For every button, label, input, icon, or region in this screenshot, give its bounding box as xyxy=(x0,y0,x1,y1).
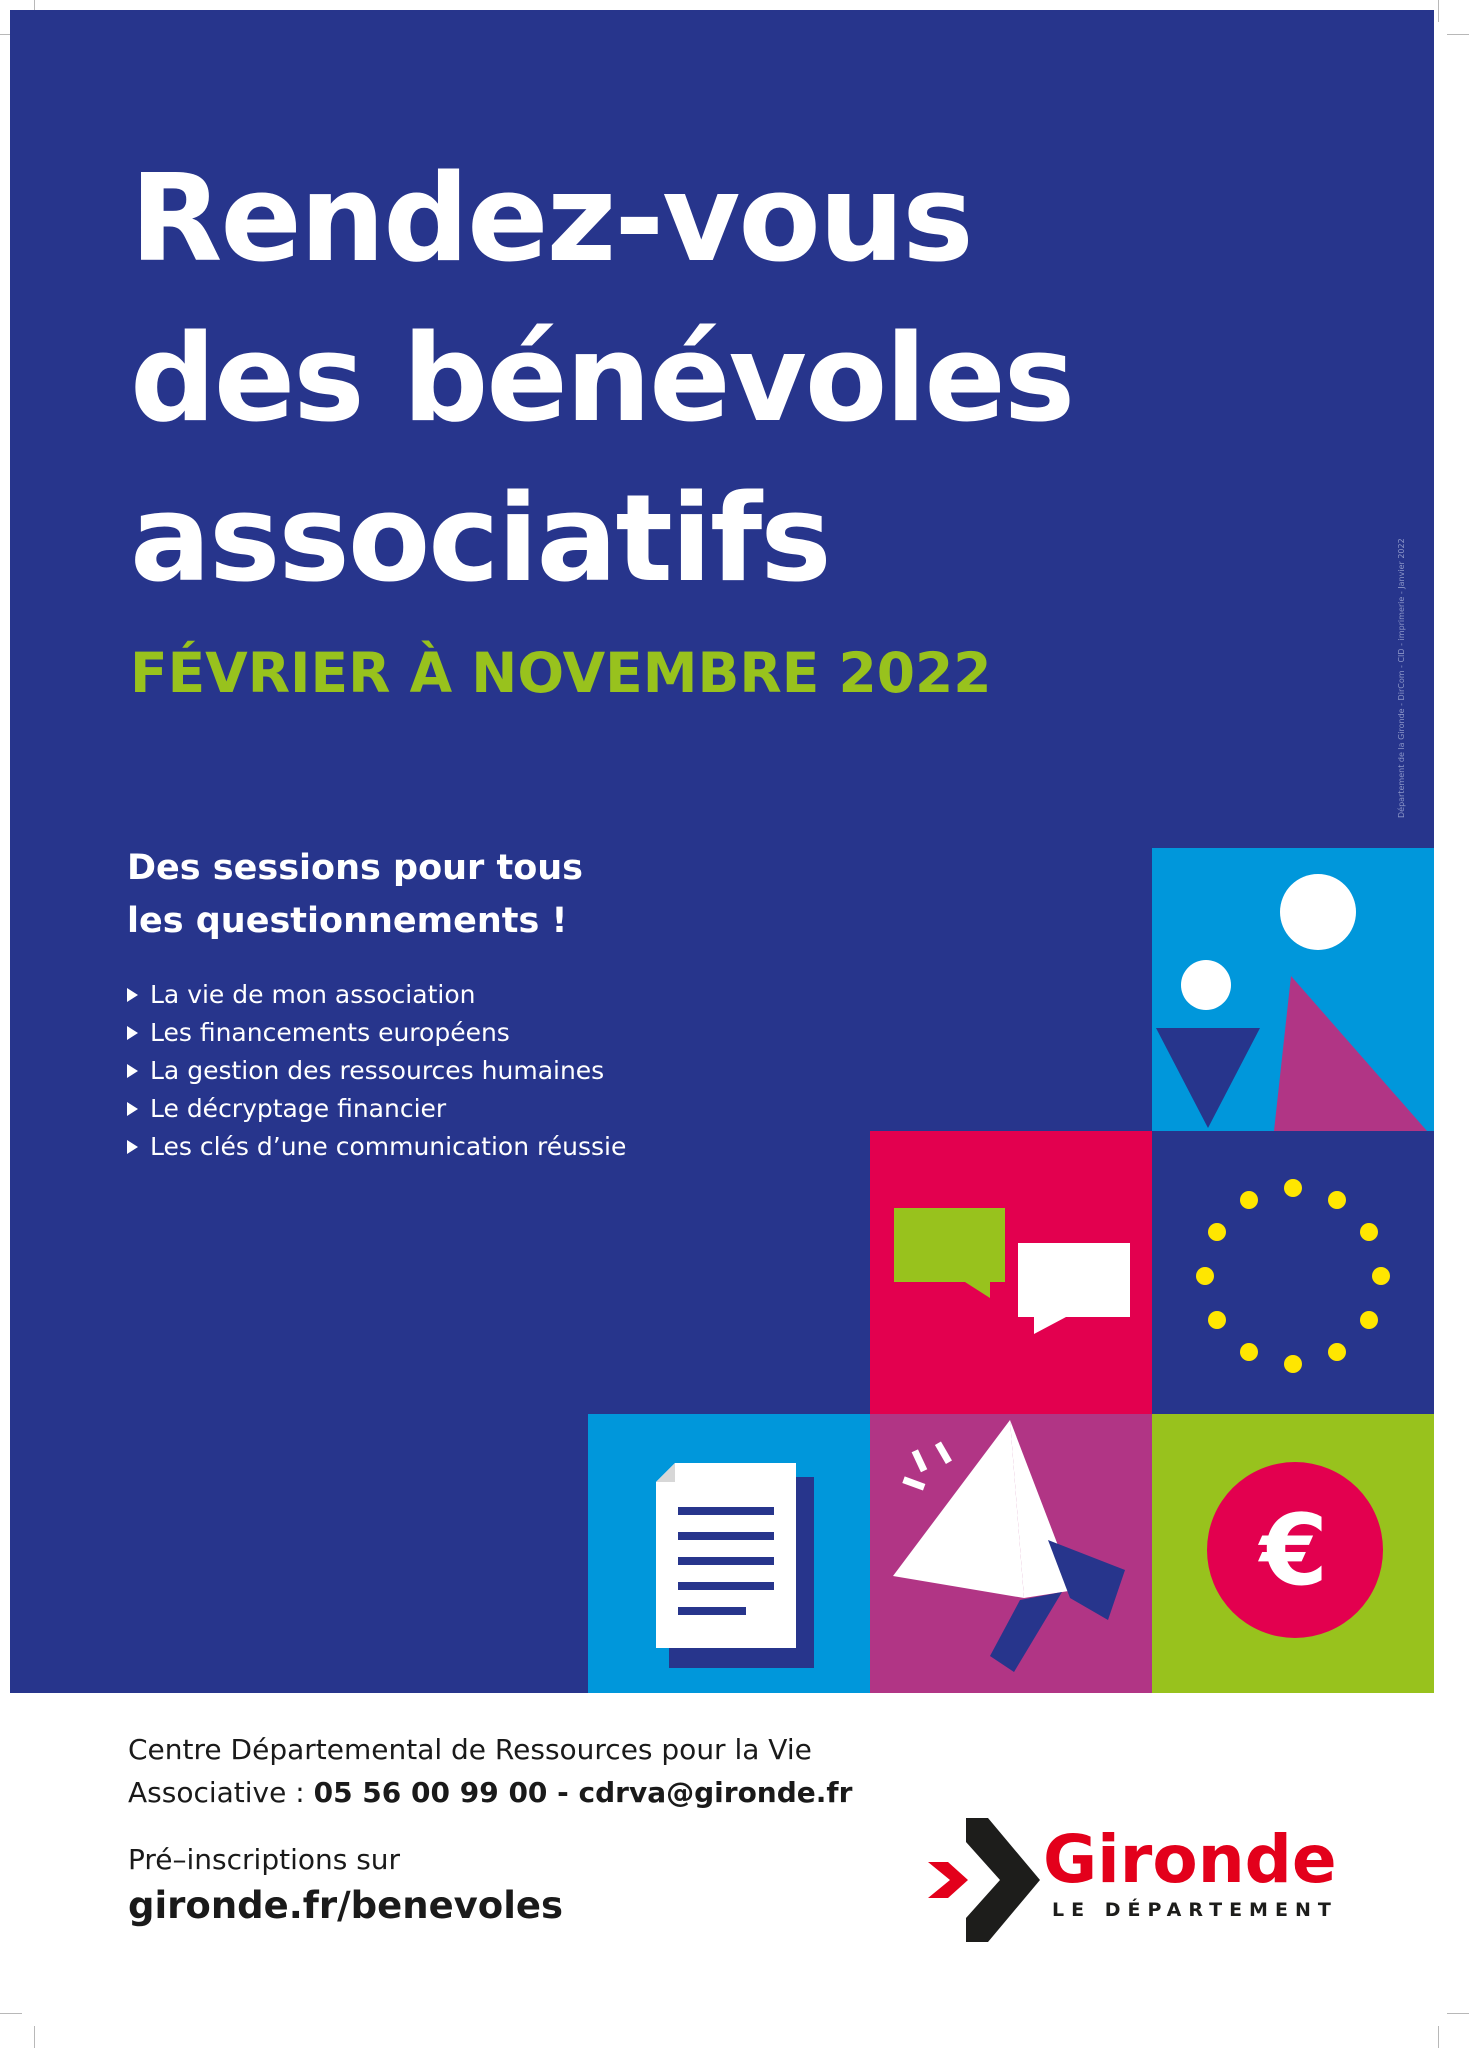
contact-line xyxy=(128,1771,852,1814)
preregistration-label: Pré–inscriptions sur xyxy=(128,1843,401,1876)
shapes-tile xyxy=(1152,848,1434,1131)
finance-tile xyxy=(1152,1414,1434,1693)
topic-label: La vie de mon association xyxy=(150,980,476,1009)
poster-panel xyxy=(10,10,1434,1693)
topic-label: Le décryptage financier xyxy=(150,1094,447,1123)
contact-line: Centre Départemental de Ressources pour la Vie xyxy=(128,1733,812,1766)
topic-label: Les financements européens xyxy=(150,1018,510,1047)
credit-text: Département de la Gironde - DirCom - CID - imprimerie - Janvier 2022 xyxy=(1397,538,1406,818)
crop-mark xyxy=(1447,2013,1469,2014)
europe-tile xyxy=(1152,1131,1434,1414)
crop-mark xyxy=(34,2026,35,2048)
crop-mark xyxy=(1438,0,1439,22)
dialogue-tile xyxy=(870,1131,1152,1414)
gironde-logo xyxy=(928,1818,1348,1942)
crop-mark xyxy=(0,2013,22,2014)
crop-mark xyxy=(1447,34,1469,35)
contact-info xyxy=(128,1728,852,1814)
logo-name: Gironde xyxy=(1043,1821,1337,1898)
gironde-logo-mark-icon xyxy=(928,1818,1043,1942)
subtitle-line: Des sessions pour tous xyxy=(127,848,584,888)
euro-symbol: € xyxy=(1259,1494,1329,1608)
logo-subtitle: LE DÉPARTEMENT xyxy=(1052,1899,1338,1921)
crop-mark xyxy=(1438,2026,1439,2048)
circle-icon xyxy=(1280,874,1356,950)
contact-details: 05 56 00 99 00 - cdrva@gironde.fr xyxy=(313,1776,853,1809)
title-line: des bénévoles xyxy=(130,310,1074,449)
date-range: FÉVRIER À NOVEMBRE 2022 xyxy=(130,641,992,705)
contact-label: Associative : xyxy=(128,1776,305,1809)
document-icon xyxy=(656,1463,814,1668)
website-link[interactable]: gironde.fr/benevoles xyxy=(128,1884,564,1927)
title-line: associatifs xyxy=(130,470,830,609)
circle-icon xyxy=(1181,960,1231,1010)
topic-label: La gestion des ressources humaines xyxy=(150,1056,605,1085)
title-line: Rendez-vous xyxy=(130,150,972,289)
subtitle-line: les questionnements ! xyxy=(127,901,568,941)
communication-tile xyxy=(870,1414,1152,1693)
illustration-grid xyxy=(10,10,1434,1693)
documents-tile xyxy=(588,1414,870,1693)
topic-label: Les clés d’une communication réussie xyxy=(150,1132,627,1161)
